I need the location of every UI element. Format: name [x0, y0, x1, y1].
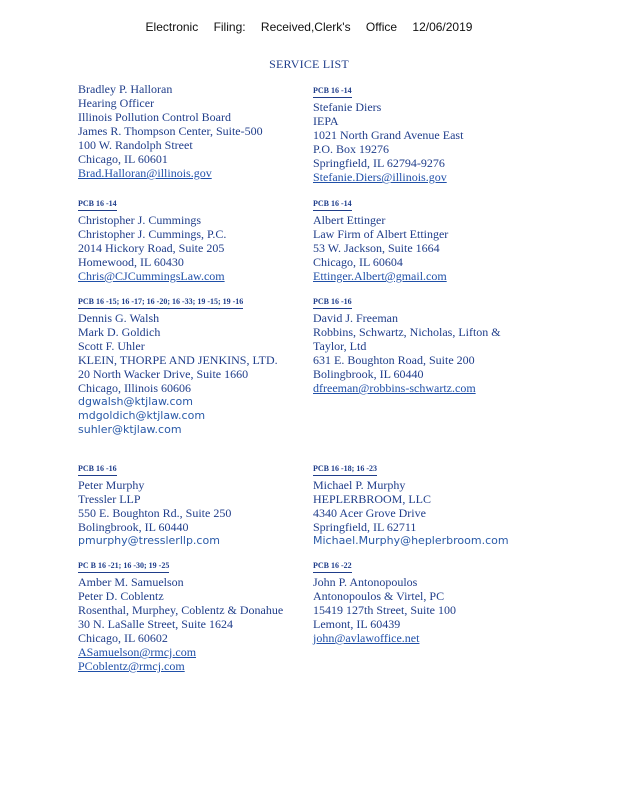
header-received: Received,Clerk's	[260, 20, 351, 34]
address-line: Law Firm of Albert Ettinger	[313, 227, 449, 241]
header-electronic: Electronic	[145, 20, 199, 34]
address-line: Bolingbrook, IL 60440	[78, 520, 189, 534]
address-line: 100 W. Randolph Street	[78, 138, 193, 152]
address-line: Stefanie Diers	[313, 100, 382, 114]
service-entry	[313, 293, 543, 395]
address-line: 1021 North Grand Avenue East	[313, 128, 464, 142]
docket-reference: PCB 16 -14	[78, 199, 117, 211]
service-entry	[313, 82, 543, 184]
email-link[interactable]: ASamuelson@rmcj.com	[78, 645, 197, 659]
address-line: James R. Thompson Center, Suite-500	[78, 124, 263, 138]
service-entry	[313, 460, 543, 548]
address-line: 15419 127th Street, Suite 100	[313, 603, 456, 617]
address-line: Homewood, IL 60430	[78, 255, 184, 269]
address-line: Rosenthal, Murphey, Coblentz & Donahue	[78, 603, 284, 617]
page-title: SERVICE LIST	[269, 57, 349, 71]
address-line: Christopher J. Cummings, P.C.	[78, 227, 227, 241]
address-line: Chicago, Illinois 60606	[78, 381, 191, 395]
docket-reference: PCB 16 -15; 16 -17; 16 -20; 16 -33; 19 -15; 19 -16	[78, 297, 243, 309]
service-entry	[78, 293, 308, 437]
email-link[interactable]: PCoblentz@rmcj.com	[78, 659, 185, 673]
email-link[interactable]: Stefanie.Diers@illinois.gov	[313, 170, 447, 184]
header-date: 12/06/2019	[412, 20, 473, 34]
address-line: P.O. Box 19276	[313, 142, 390, 156]
email-link[interactable]: Brad.Halloran@illinois.gov	[78, 166, 212, 180]
service-entry	[313, 195, 543, 283]
address-line: Chicago, IL 60602	[78, 631, 168, 645]
address-line: Christopher J. Cummings	[78, 213, 202, 227]
address-line: Springfield, IL 62794-9276	[313, 156, 445, 170]
address-line: Hearing Officer	[78, 96, 155, 110]
address-line: KLEIN, THORPE AND JENKINS, LTD.	[78, 353, 278, 367]
docket-reference: PCB 16 -16	[313, 297, 352, 309]
address-line: Robbins, Schwartz, Nicholas, Lifton &	[313, 325, 501, 339]
address-line: John P. Antonopoulos	[313, 575, 418, 589]
docket-reference: PCB 16 -22	[313, 561, 352, 573]
docket-reference: PCB 16 -18; 16 -23	[313, 464, 377, 476]
email-link[interactable]: Ettinger.Albert@gmail.com	[313, 269, 447, 283]
address-line: 2014 Hickory Road, Suite 205	[78, 241, 225, 255]
address-line: Tressler LLP	[78, 492, 141, 506]
address-line: 30 N. LaSalle Street, Suite 1624	[78, 617, 233, 631]
address-line: Peter Murphy	[78, 478, 145, 492]
docket-reference: PCB 16 -14	[313, 199, 352, 211]
service-entry	[313, 557, 543, 645]
address-line: 550 E. Boughton Rd., Suite 250	[78, 506, 232, 520]
header-office: Office	[365, 20, 398, 34]
address-line: Lemont, IL 60439	[313, 617, 401, 631]
email-text[interactable]: suhler@ktjlaw.com	[78, 423, 182, 436]
address-line: Michael P. Murphy	[313, 478, 406, 492]
docket-reference: PC B 16 -21; 16 -30; 19 -25	[78, 561, 169, 573]
address-line: 53 W. Jackson, Suite 1664	[313, 241, 440, 255]
address-line: Chicago, IL 60604	[313, 255, 403, 269]
address-line: Mark D. Goldich	[78, 325, 161, 339]
address-line: Amber M. Samuelson	[78, 575, 184, 589]
address-line: Chicago, IL 60601	[78, 152, 168, 166]
header-filing: Filing:	[213, 20, 246, 34]
address-line: Bolingbrook, IL 60440	[313, 367, 424, 381]
service-entry	[78, 557, 308, 673]
email-text[interactable]: dgwalsh@ktjlaw.com	[78, 395, 193, 408]
address-line: HEPLERBROOM, LLC	[313, 492, 432, 506]
address-line: 20 North Wacker Drive, Suite 1660	[78, 367, 249, 381]
address-line: IEPA	[313, 114, 339, 128]
address-line: 4340 Acer Grove Drive	[313, 506, 426, 520]
address-line: Bradley P. Halloran	[78, 82, 173, 96]
address-line: Antonopoulos & Virtel, PC	[313, 589, 445, 603]
email-link[interactable]: Chris@CJCummingsLaw.com	[78, 269, 225, 283]
address-line: David J. Freeman	[313, 311, 398, 325]
address-line: Taylor, Ltd	[313, 339, 367, 353]
address-line: Albert Ettinger	[313, 213, 386, 227]
email-text[interactable]: mdgoldich@ktjlaw.com	[78, 409, 206, 422]
service-entry	[78, 460, 308, 548]
address-line: Peter D. Coblentz	[78, 589, 164, 603]
docket-reference: PCB 16 -14	[313, 86, 352, 98]
filing-header	[0, 20, 618, 34]
email-text[interactable]: Michael.Murphy@heplerbroom.com	[313, 534, 509, 547]
service-entry	[78, 82, 308, 180]
docket-reference: PCB 16 -16	[78, 464, 117, 476]
address-line: Scott F. Uhler	[78, 339, 145, 353]
email-link[interactable]: john@avlawoffice.net	[313, 631, 420, 645]
address-line: Illinois Pollution Control Board	[78, 110, 232, 124]
address-line: Springfield, IL 62711	[313, 520, 417, 534]
address-line: Dennis G. Walsh	[78, 311, 160, 325]
email-link[interactable]: dfreeman@robbins-schwartz.com	[313, 381, 476, 395]
address-line: 631 E. Boughton Road, Suite 200	[313, 353, 475, 367]
email-text[interactable]: pmurphy@tresslerllp.com	[78, 534, 220, 547]
service-entry	[78, 195, 308, 283]
